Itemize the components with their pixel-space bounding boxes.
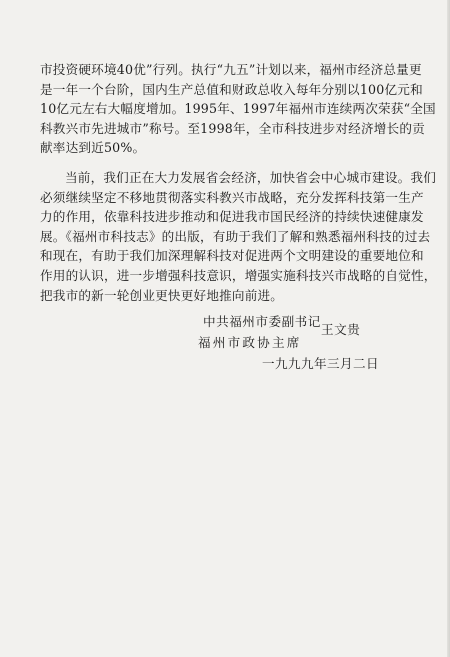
text-line: 献率达到近50%。	[40, 140, 146, 156]
signatory-title-1: 中共福州市委副书记	[203, 314, 321, 329]
text-line: 必须继续坚定不移地贯彻落实科教兴市战略，充分发挥科技第一生产	[40, 189, 424, 205]
signatory-title-2: 福州市政协主席	[198, 335, 302, 350]
text-line: 和现在，有助于我们加深理解科技对促进两个文明建设的重要地位和	[40, 248, 424, 264]
paragraph-1	[40, 60, 436, 158]
text-line: 10亿元左右大幅度增加。1995年、1997年福州市连续两次荣获“全国	[40, 101, 436, 117]
text-line: 展。《福州市科技志》的出版，有助于我们了解和熟悉福州科技的过去	[40, 228, 431, 244]
text-line: 作用的认识，进一步增强科技意识，增强实施科技兴市战略的自觉性，	[40, 267, 437, 283]
signature-block	[190, 311, 420, 374]
body-text	[40, 60, 437, 305]
signatory-name: 王文贵	[321, 322, 361, 337]
text-line: 力的作用，依靠科技进步推动和促进我市国民经济的持续快速健康发	[40, 209, 424, 225]
text-line: 把我市的新一轮创业更快更好地推向前进。	[40, 287, 284, 303]
text-line: 市投资硬环境40优”行列。执行“九五”计划以来，福州市经济总量更	[40, 62, 422, 77]
text-line: 科教兴市先进城市”称号。至1998年，全市科技进步对经济增长的贡	[40, 120, 425, 136]
text-line: 是一年一个台阶，国内生产总值和财政总收入每年分别以100亿元和	[40, 81, 423, 97]
paragraph-2	[40, 168, 437, 305]
text-line: 当前，我们正在大力发展省会经济，加快省会中心城市建设。我们	[65, 169, 437, 185]
signature-date: 一九九九年三月二日	[262, 356, 379, 371]
